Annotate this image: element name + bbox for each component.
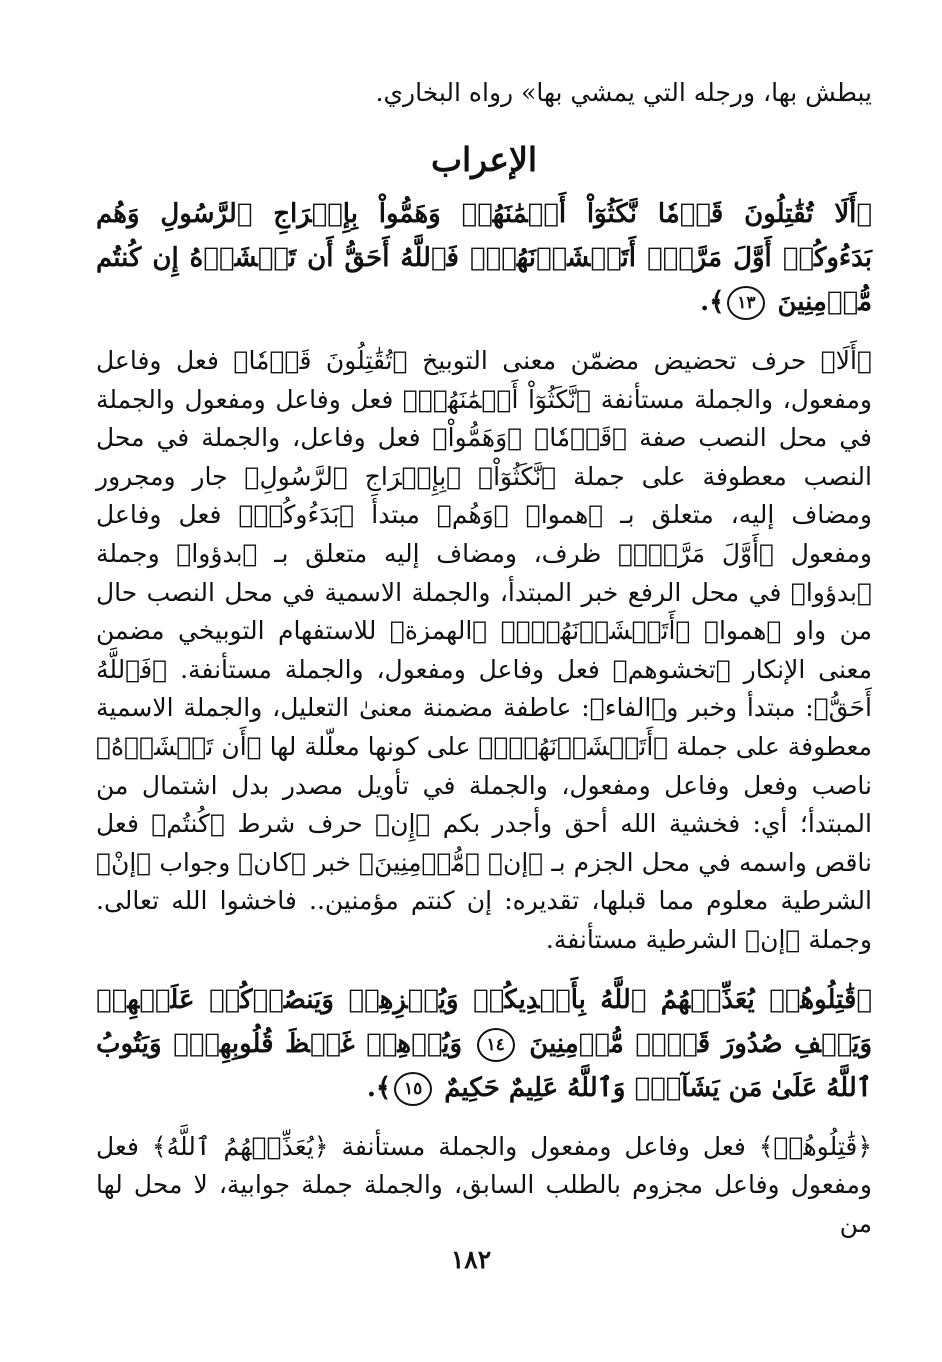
ayah-number-badge: ١٥ — [394, 1072, 432, 1106]
ayah-number-badge: ١٤ — [477, 1028, 515, 1062]
page-number: ١٨٢ — [450, 1245, 492, 1274]
verse-text-14: ﴿قَٰتِلُوهُمۡ يُعَذِّبۡهُمُ ٱللَّهُ بِأَيۡدِيكُمۡ وَيُخۡزِهِمۡ وَيَنصُرۡكُمۡ عَلَيۡهِمۡ وَيَشۡفِ صُدُورَ قَوۡمٖ مُّؤۡمِنِينَ — [96, 984, 872, 1059]
quran-verse-13 — [96, 192, 872, 324]
continuation-line: يبطش بها، ورجله التي يمشي بها» رواه البخاري. — [375, 78, 872, 107]
verse-end: ﴾. — [366, 1072, 392, 1103]
grammar-analysis-paragraph-2: ﴿قَٰتِلُوهُمۡ﴾ فعل وفاعل ومفعول والجملة مستأنفة ﴿يُعَذِّبۡهُمُ ٱللَّهُ﴾ فعل ومفعول وفاعل مجزوم بالطلب السابق، والجملة جملة جوابية، لا محل لها من — [96, 1131, 872, 1238]
grammar-analysis-paragraph: ﴿أَلَا﴾ حرف تحضيض مضمّن معنى التوبيخ ﴿تُقَٰتِلُونَ قَوۡمٗا﴾ فعل وفاعل ومفعول، والجملة مستأنفة ﴿نَّكَثُوٓاْ أَيۡمَٰنَهُمۡ﴾ فعل وفاعل ومفعول والجملة في محل النصب صفة ﴿قَوۡمٗا﴾ ﴿وَهَمُّواْ﴾ فعل وفاعل، والجملة في محل النصب معطوفة على جملة ﴿نَّكَثُوٓاْ﴾ ﴿بِإِخۡرَاجِ ٱلرَّسُولِ﴾ جار ومجرور ومضاف إليه، متعلق بـ ﴿هموا﴾ ﴿وَهُم﴾ مبتدأ ﴿بَدَءُوكُمۡ﴾ فعل وفاعل ومفعول ﴿أَوَّلَ مَرَّةٍۚ﴾ ظرف، ومضاف إليه متعلق بـ ﴿بدؤوا﴾ وجملة ﴿بدؤوا﴾ في محل الرفع خبر المبتدأ، والجملة الاسمية في محل النصب حال من واو ﴿هموا﴾ ﴿أَتَخۡشَوۡنَهُمۡۚ﴾ ﴿الهمزة﴾ للاستفهام التوبيخي مضمن معنى الإنكار ﴿تخشوهم﴾ فعل وفاعل ومفعول، والجملة مستأنفة. ﴿فَٱللَّهُ أَحَقُّ﴾: مبتدأ وخبر و﴿الفاء﴾: عاطفة مضمنة معنىٰ التعليل، والجملة الاسمية معطوفة على جملة ﴿أَتَخۡشَوۡنَهُمۡۚ﴾ على كونها معلّلة لها ﴿أَن تَخۡشَوۡهُ﴾ ناصب وفعل وفاعل ومفعول، والجملة في تأويل مصدر بدل اشتمال من المبتدأ؛ أي: فخشية الله أحق وأجدر بكم ﴿إِن﴾ حرف شرط ﴿كُنتُم﴾ فعل ناقص واسمه في محل الجزم بـ ﴿إن﴾ ﴿مُّؤۡمِنِينَ﴾ خبر ﴿كان﴾ وجواب ﴿إنْ﴾ الشرطية معلوم مما قبلها، تقديره: إن كنتم مؤمنين.. فاخشوا الله تعالى. وجملة ﴿إن﴾ الشرطية مستأنفة. — [96, 346, 872, 954]
page-body — [96, 70, 872, 1261]
verse-text-15: وَيُذۡهِبۡ غَيۡظَ قُلُوبِهِمۡۗ وَيَتُوبُ ٱللَّهُ عَلَىٰ مَن يَشَآءُۗ وَٱللَّهُ عَلِيمٌ حَكِيمٌ — [96, 1028, 872, 1103]
ayah-number-badge: ١٣ — [727, 286, 765, 320]
quran-verse-14-15 — [96, 978, 872, 1110]
verse-text: ﴿أَلَا تُقَٰتِلُونَ قَوۡمٗا نَّكَثُوٓاْ أَيۡمَٰنَهُمۡ وَهَمُّواْ بِإِخۡرَاجِ ٱلرَّسُولِ وَهُم بَدَءُوكُمۡ أَوَّلَ مَرَّةٍۚ أَتَخۡشَوۡنَهُمۡۚ فَٱللَّهُ أَحَقُّ أَن تَخۡشَوۡهُ إِن كُنتُم مُّؤۡمِنِينَ — [96, 199, 872, 317]
verse-end: ﴾. — [700, 287, 725, 317]
section-heading: الإعراب — [430, 140, 538, 179]
